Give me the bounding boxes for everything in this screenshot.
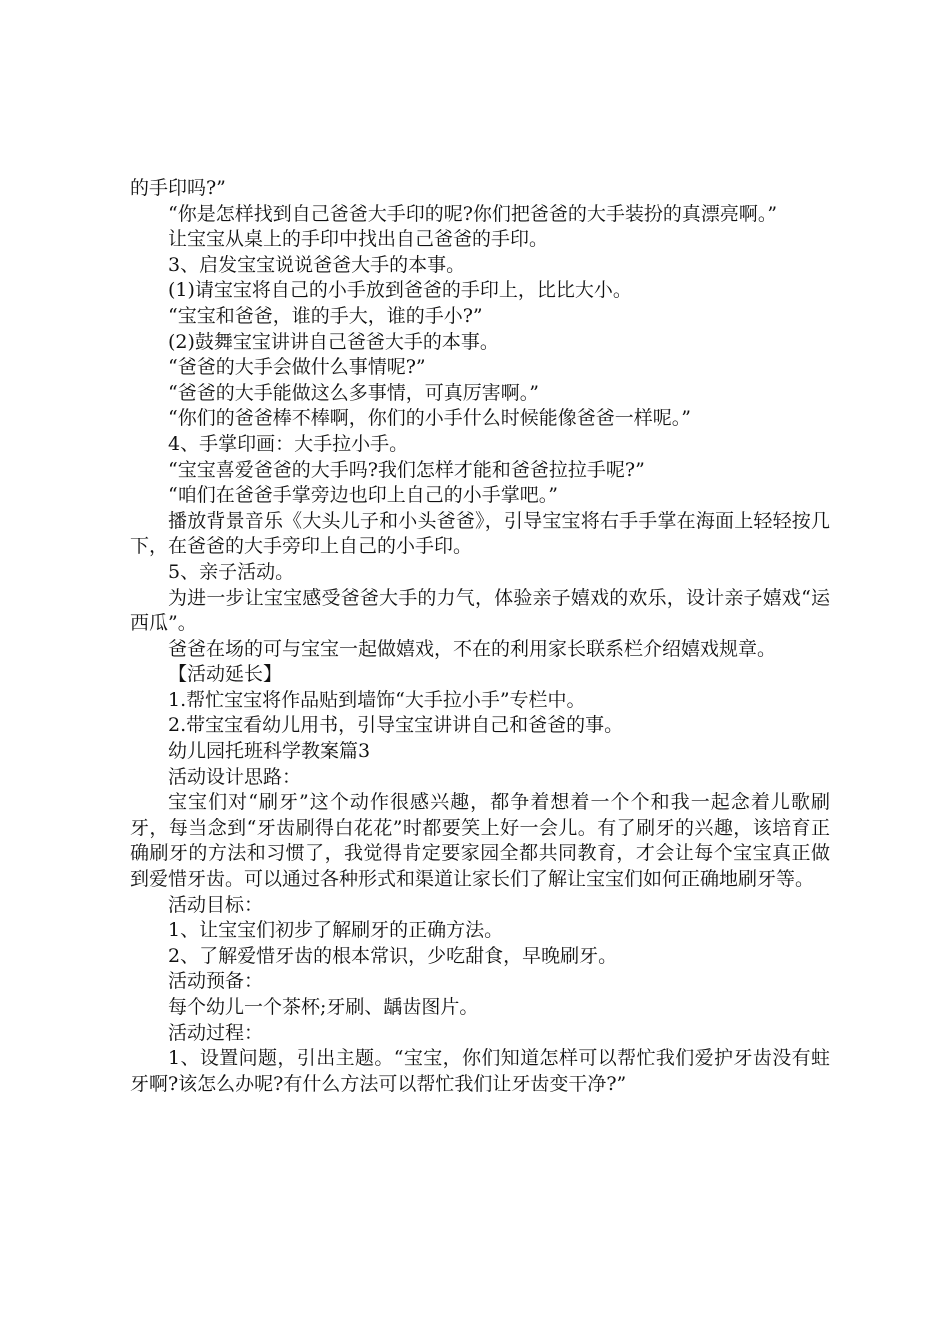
paragraph: 活动设计思路：	[168, 765, 302, 788]
paragraph: “咱们在爸爸手掌旁边也印上自己的小手掌吧。”	[168, 484, 558, 507]
paragraph: 为进一步让宝宝感受爸爸大手的力气，体验亲子嬉戏的欢乐，设计亲子嬉戏“运西瓜”。	[130, 586, 830, 635]
paragraph: “你们的爸爸棒不棒啊，你们的小手什么时候能像爸爸一样呢。”	[168, 407, 691, 430]
paragraph: 2.带宝宝看幼儿用书，引导宝宝讲讲自己和爸爸的事。	[168, 714, 624, 737]
paragraph: 爸爸在场的可与宝宝一起做嬉戏，不在的利用家长联系栏介绍嬉戏规章。	[168, 637, 777, 660]
paragraph: 活动过程：	[168, 1021, 264, 1044]
paragraph: 活动预备：	[168, 970, 264, 993]
paragraph: 5、亲子活动。	[168, 560, 295, 583]
paragraph: 4、手掌印画：大手拉小手。	[168, 432, 409, 455]
document-body	[130, 176, 830, 1097]
paragraph: 每个幼儿一个茶杯;牙刷、龋齿图片。	[168, 996, 479, 1018]
paragraph: 2、了解爱惜牙齿的根本常识，少吃甜食，早晚刷牙。	[168, 944, 618, 967]
paragraph: 3、启发宝宝说说爸爸大手的本事。	[168, 253, 466, 276]
paragraph: 1.帮忙宝宝将作品贴到墙饰“大手拉小手”专栏中。	[168, 688, 586, 711]
paragraph: “爸爸的大手会做什么事情呢?”	[168, 356, 426, 379]
paragraph: 【活动延长】	[168, 663, 283, 686]
paragraph: (1)请宝宝将自己的小手放到爸爸的手印上，比比大小。	[168, 279, 632, 302]
paragraph: 幼儿园托班科学教案篇3	[168, 740, 371, 763]
paragraph: “宝宝喜爱爸爸的大手吗?我们怎样才能和爸爸拉拉手呢?”	[168, 458, 645, 481]
paragraph: 1、设置问题，引出主题。“宝宝，你们知道怎样可以帮忙我们爱护牙齿没有蛀牙啊?该怎么办呢?有什么方法可以帮忙我们让牙齿变干净?”	[130, 1047, 830, 1095]
paragraph: 1、让宝宝们初步了解刷牙的正确方法。	[168, 919, 504, 942]
paragraph: “爸爸的大手能做这么多事情，可真厉害啊。”	[168, 381, 539, 404]
paragraph: 宝宝们对“刷牙”这个动作很感兴趣，都争着想着一个个和我一起念着儿歌刷牙，每当念到“牙齿刷得白花花”时都要笑上好一会儿。有了刷牙的兴趣，该培育正确刷牙的方法和习惯了，我觉得肯定要家园全都共同教育，才会让每个宝宝真正做到爱惜牙齿。可以通过各种形式和渠道让家长们了解让宝宝们如何正确地刷牙等。	[130, 791, 830, 891]
paragraph: “宝宝和爸爸，谁的手大，谁的手小?”	[168, 304, 483, 327]
paragraph: 的手印吗?”	[130, 177, 226, 199]
paragraph: (2)鼓舞宝宝讲讲自己爸爸大手的本事。	[168, 330, 499, 353]
paragraph: 播放背景音乐《大头儿子和小头爸爸》，引导宝宝将右手手掌在海面上轻轻按几下，在爸爸的大手旁印上自己的小手印。	[130, 509, 830, 558]
paragraph: 活动目标：	[168, 893, 264, 916]
paragraph: “你是怎样找到自己爸爸大手印的呢?你们把爸爸的大手装扮的真漂亮啊。”	[168, 202, 778, 225]
paragraph: 让宝宝从桌上的手印中找出自己爸爸的手印。	[168, 228, 549, 251]
